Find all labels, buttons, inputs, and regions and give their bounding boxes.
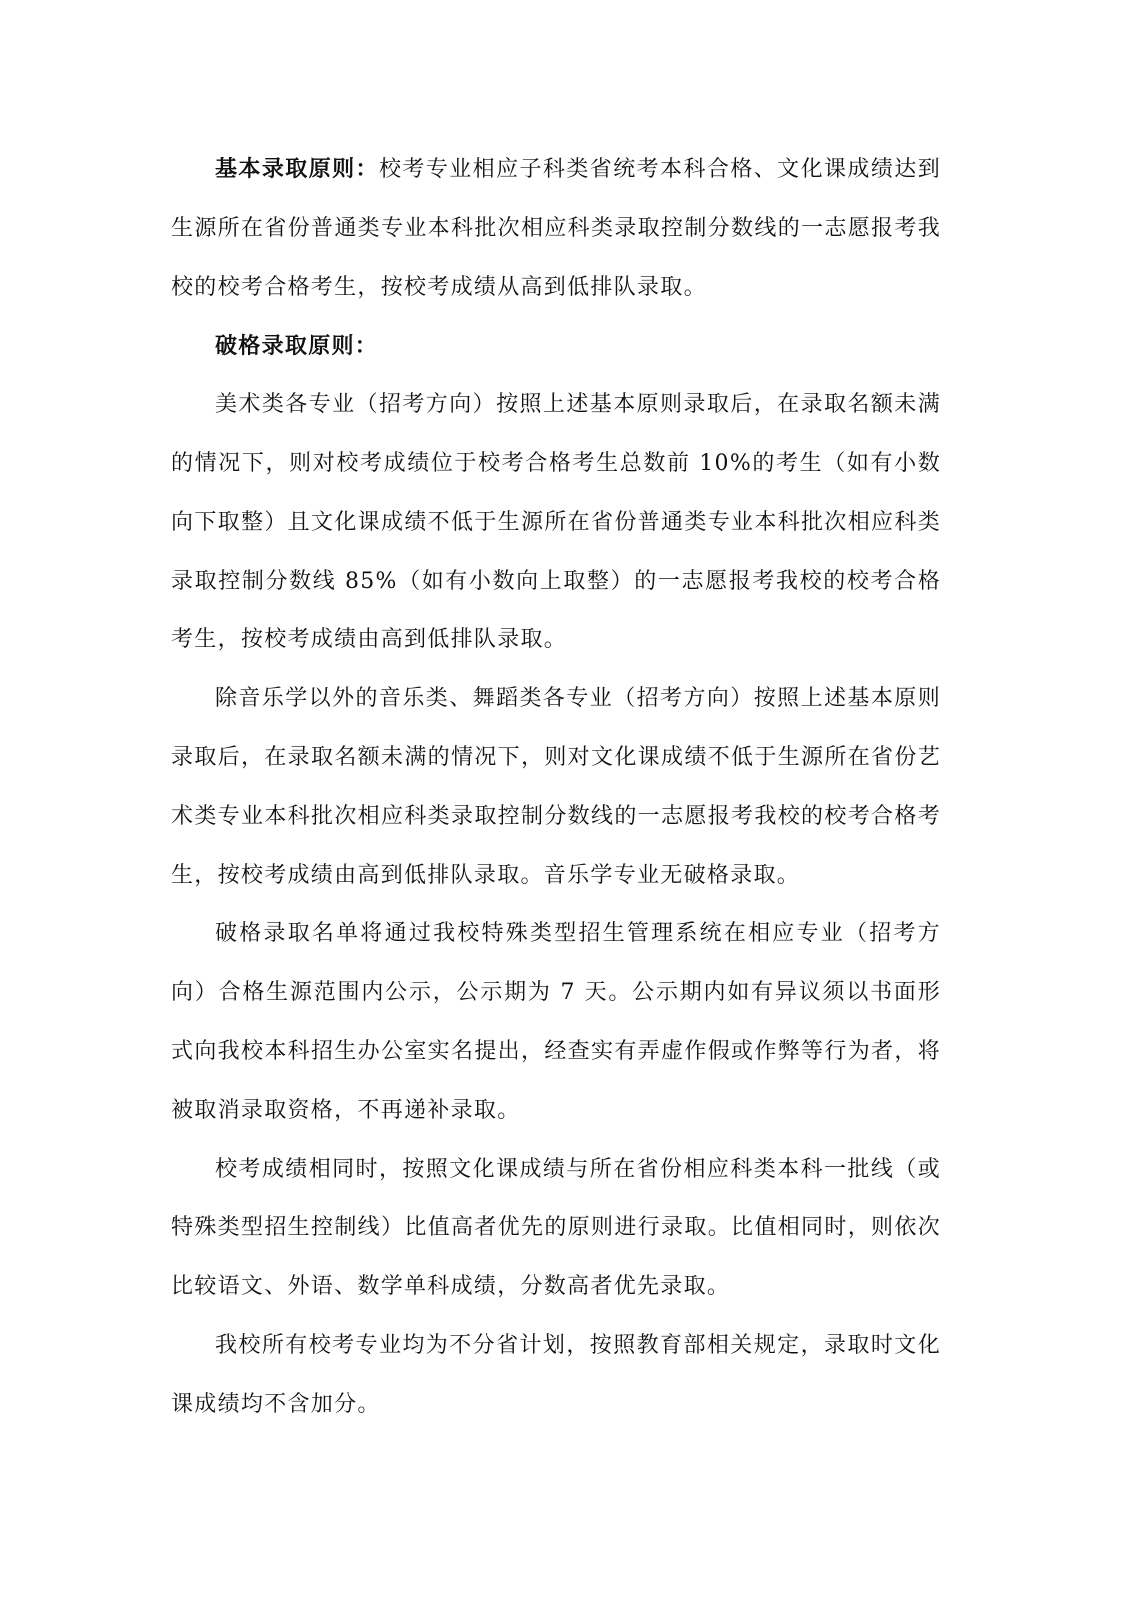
paragraph-tie-break: 校考成绩相同时，按照文化课成绩与所在省份相应科类本科一批线（或特殊类型招生控制线）比值高者优先的原则进行录取。比值相同时，则依次比较语文、外语、数学单科成绩，分数高者优先录取。	[171, 1156, 941, 1300]
paragraph-music-dance-exceptional: 除音乐学以外的音乐类、舞蹈类各专业（招考方向）按照上述基本原则录取后，在录取名额未满的情况下，则对文化课成绩不低于生源所在省份艺术类专业本科批次相应科类录取控制分数线的一志愿报考我校的校考合格考生，按校考成绩由高到低排队录取。音乐学专业无破格录取。	[171, 686, 941, 888]
paragraph-national-plan: 我校所有校考专业均为不分省计划，按照教育部相关规定，录取时文化课成绩均不含加分。	[171, 1332, 941, 1417]
basic-principle-text: 校考专业相应子科类省统考本科合格、文化课成绩达到生源所在省份普通类专业本科批次相应科类录取控制分数线的一志愿报考我校的校考合格考生，按校考成绩从高到低排队录取。	[171, 157, 941, 300]
exceptional-principle-heading: 破格录取原则：	[215, 333, 379, 360]
paragraph-basic-principle	[171, 140, 941, 317]
paragraph-publicity: 破格录取名单将通过我校特殊类型招生管理系统在相应专业（招考方向）合格生源范围内公示，公示期为 7 天。公示期内如有异议须以书面形式向我校本科招生办公室实名提出，经查实有弄虚作假或作弊等行为者，将被取消录取资格，不再递补录取。	[171, 921, 941, 1123]
basic-principle-heading: 基本录取原则：	[215, 156, 379, 182]
paragraph-art-exceptional: 美术类各专业（招考方向）按照上述基本原则录取后，在录取名额未满的情况下，则对校考成绩位于校考合格考生总数前 10%的考生（如有小数向下取整）且文化课成绩不低于生源所在省份普通类专业本科批次相应科类录取控制分数线 85%（如有小数向上取整）的一志愿报考我校的校考合格考生，按校考成绩由高到低排队录取。	[171, 392, 941, 653]
document-body	[171, 140, 941, 1435]
